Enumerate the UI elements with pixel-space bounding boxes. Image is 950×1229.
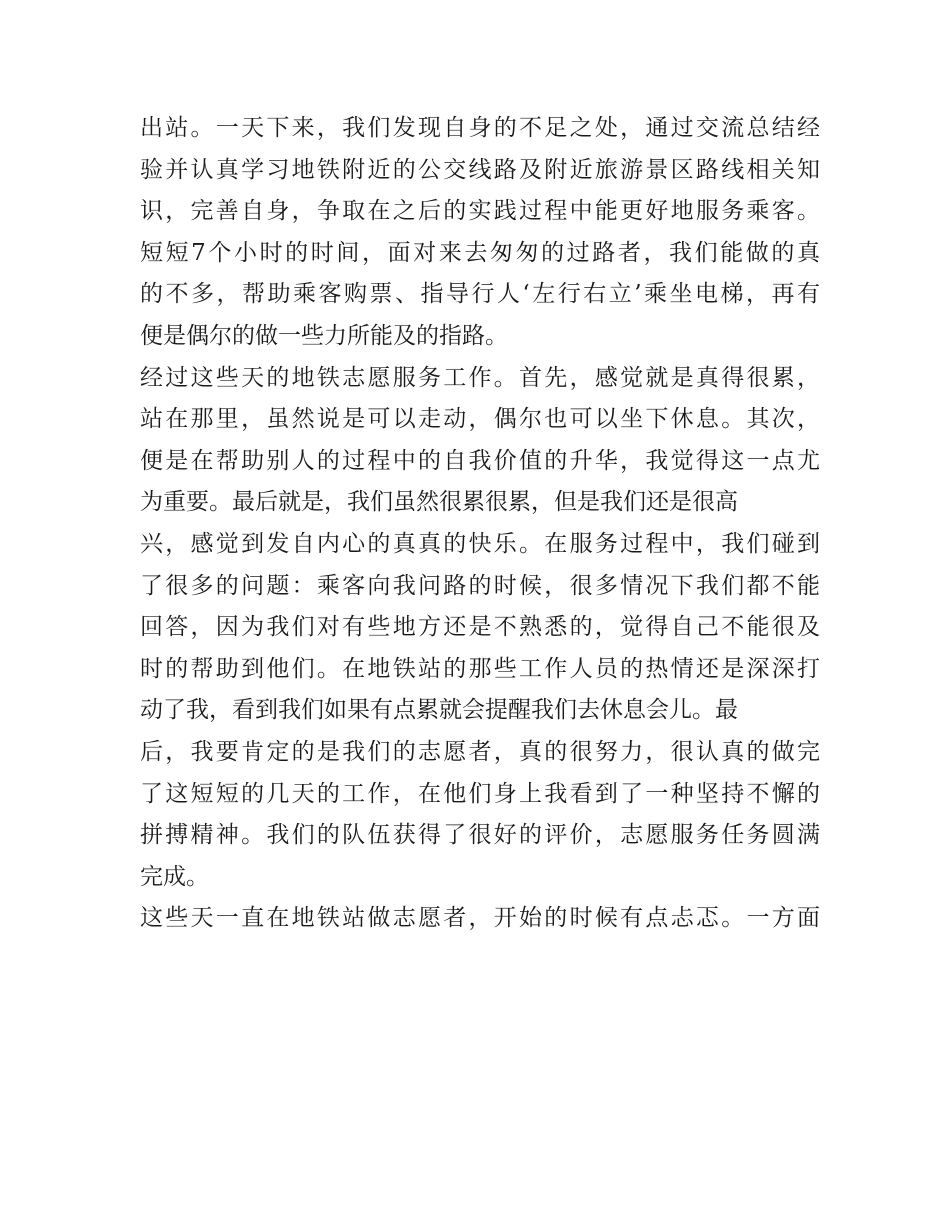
text-line: 的不多，帮助乘客购票、指导行人‘左行右立’乘坐电梯，再有 xyxy=(140,281,820,308)
text-line: 时的帮助到他们。在地铁站的那些工作人员的热情还是深深打 xyxy=(140,655,820,682)
paragraph-1 xyxy=(140,108,820,358)
text-line: 经过这些天的地铁志愿服务工作。首先，感觉就是真得很累， xyxy=(140,364,820,391)
text-line: 完成。 xyxy=(140,863,209,890)
text-line: 验并认真学习地铁附近的公交线路及附近旅游景区路线相关知 xyxy=(140,156,820,183)
text-line: 出站。一天下来，我们发现自身的不足之处，通过交流总结经 xyxy=(140,115,820,141)
paragraph-2 xyxy=(140,358,820,899)
text-line: 拼搏精神。我们的队伍获得了很好的评价，志愿服务任务圆满 xyxy=(140,822,820,849)
text-line: 这些天一直在地铁站做志愿者，开始的时候有点忐忑。一方面 xyxy=(140,905,820,932)
text-line: 为重要。最后就是，我们虽然很累很累，但是我们还是很高 xyxy=(140,489,738,516)
text-line: 便是偶尔的做一些力所能及的指路。 xyxy=(140,322,508,349)
paragraph-3 xyxy=(140,898,820,940)
text-line: 了这短短的几天的工作，在他们身上我看到了一种坚持不懈的 xyxy=(140,780,820,807)
text-line: 短短7个小时的时间，面对来去匆匆的过路者，我们能做的真 xyxy=(140,239,820,266)
text-line: 动了我，看到我们如果有点累就会提醒我们去休息会儿。最 xyxy=(140,697,738,724)
text-line: 识，完善自身，争取在之后的实践过程中能更好地服务乘客。 xyxy=(140,198,820,225)
text-line: 兴，感觉到发自内心的真真的快乐。在服务过程中，我们碰到 xyxy=(140,530,820,557)
text-line: 了很多的问题：乘客向我问路的时候，很多情况下我们都不能 xyxy=(140,572,820,599)
text-line: 回答，因为我们对有些地方还是不熟悉的，觉得自己不能很及 xyxy=(140,614,820,641)
text-line: 便是在帮助别人的过程中的自我价值的升华，我觉得这一点尤 xyxy=(140,447,820,474)
text-line: 后，我要肯定的是我们的志愿者，真的很努力，很认真的做完 xyxy=(140,738,820,765)
document-body xyxy=(140,108,820,940)
text-line: 站在那里，虽然说是可以走动，偶尔也可以坐下休息。其次， xyxy=(140,406,820,433)
